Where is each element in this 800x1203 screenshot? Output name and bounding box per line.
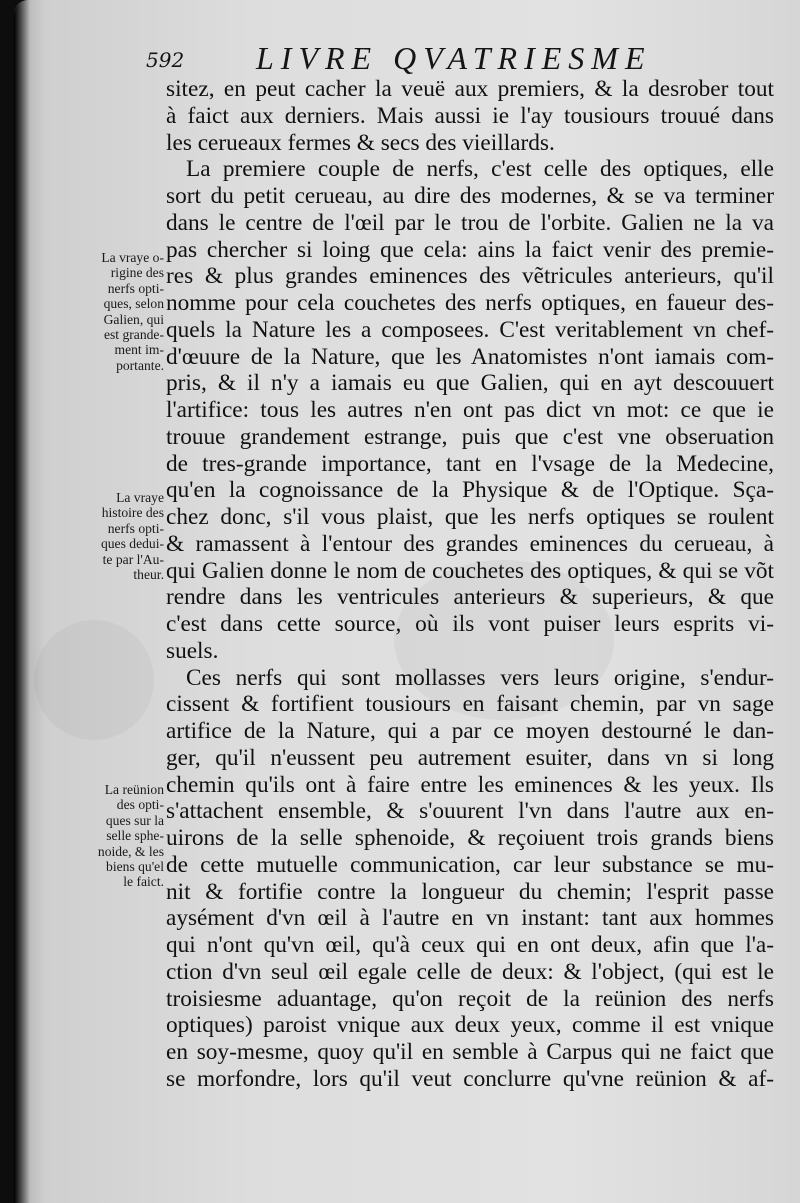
text-line: ger, qu'il n'eussent peu autrement esuiter, dans vn si long bbox=[166, 744, 774, 771]
text-line: dans le centre de l'œil par le trou de l'orbite. Galien ne la va bbox=[166, 209, 774, 236]
text-line: chez donc, s'il vous plaist, que les nerfs optiques se roulent bbox=[166, 504, 774, 530]
text-line: La premiere couple de nerfs, c'est celle des optiques, elle bbox=[186, 156, 774, 183]
text-line: se morfondre, lors qu'il veut conclurre qu'vne reünion & af- bbox=[166, 1065, 774, 1092]
text-line: ction d'vn seul œil egale celle de deux: & l'object, (qui est le bbox=[166, 958, 774, 985]
margin-note-line: noide, & les bbox=[97, 843, 164, 859]
margin-note-line: rigine des bbox=[110, 265, 164, 281]
text-line: chemin qu'ils ont à faire entre les eminences & les yeux. Ils bbox=[166, 771, 774, 798]
page-number: 592 bbox=[146, 48, 185, 72]
text-line: res & plus grandes eminences des vẽtricules anterieurs, qu'il bbox=[166, 263, 774, 290]
margin-note-reunion bbox=[58, 782, 164, 890]
margin-note-line: ques sur la bbox=[105, 812, 164, 828]
text-line: rendre dans les ventricules anterieurs & superieurs, & que bbox=[166, 584, 774, 611]
margin-note-line: Galien, qui bbox=[103, 311, 164, 327]
text-line: cissent & fortifient tousiours en faisant chemin, par vn sage bbox=[166, 691, 774, 718]
text-line: trouue grandement estrange, puis que c'est vne obseruation bbox=[166, 423, 774, 450]
text-line: de tres-grande importance, tant en l'vsage de la Medecine, bbox=[166, 450, 774, 477]
margin-note-line: ques, selon bbox=[103, 296, 164, 312]
margin-note-line: histoire des bbox=[101, 505, 164, 521]
text-line: aysément d'vn œil à l'autre en vn instant: tant aux hommes bbox=[166, 905, 774, 932]
text-line: en soy-mesme, quoy qu'il en semble à Carpus qui ne faict que bbox=[166, 1039, 774, 1065]
margin-note-line: nerfs opti- bbox=[107, 280, 164, 296]
margin-note-line: ques dedui- bbox=[100, 536, 164, 552]
margin-note-line: selle sphe- bbox=[106, 828, 164, 844]
text-line: c'est dans cette source, où ils vont puiser leurs esprits vi- bbox=[166, 611, 774, 637]
text-line: uirons de la selle sphenoide, & reçoiuent trois grands biens bbox=[166, 825, 774, 851]
page-header bbox=[146, 38, 786, 78]
text-line: quels la Nature les a composees. C'est veritablement vn chef- bbox=[166, 316, 774, 343]
text-line: d'œuure de la Nature, que les Anatomistes n'ont iamais com- bbox=[166, 343, 774, 370]
margin-note-line: portante. bbox=[116, 357, 164, 373]
margin-note-line: te par l'Au- bbox=[102, 551, 164, 567]
text-line: nomme pour cela couchetes des nerfs optiques, en faueur des- bbox=[166, 290, 774, 316]
margin-note-line: nerfs opti- bbox=[107, 520, 164, 536]
text-line: sort du petit cerueau, au dire des modernes, & se va terminer bbox=[166, 183, 774, 209]
body-text bbox=[166, 76, 774, 1093]
margin-note-line: des opti- bbox=[116, 797, 164, 813]
margin-note-line: theur. bbox=[133, 566, 164, 582]
text-line: l'artifice: tous les autres n'en ont pas dict vn mot: ce que ie bbox=[166, 397, 774, 423]
margin-note-line: biens qu'el bbox=[106, 858, 164, 874]
text-line: sitez, en peut cacher la veuë aux premiers, & la desrober tout bbox=[166, 76, 774, 102]
text-line: qui Galien donne le nom de couchetes des optiques, & qui se võt bbox=[166, 557, 774, 584]
paper-stain bbox=[34, 620, 154, 740]
book-page bbox=[14, 0, 800, 1203]
margin-note-line: La vraye bbox=[116, 490, 164, 505]
text-line: qu'en la cognoissance de la Physique & de l'Optique. Sça- bbox=[166, 477, 774, 504]
text-line: optiques) paroist vnique aux deux yeux, comme il est vnique bbox=[166, 1012, 774, 1039]
text-line: & ramassent à l'entour des grandes eminences du cerueau, à bbox=[166, 530, 774, 557]
text-line: qui n'ont qu'vn œil, qu'à ceux qui en ont deux, afin que l'a- bbox=[166, 932, 774, 958]
text-line: pris, & il n'y a iamais eu que Galien, qui en ayt descouuert bbox=[166, 370, 774, 397]
text-line: Ces nerfs qui sont mollasses vers leurs origine, s'endur- bbox=[186, 664, 774, 691]
text-line: à faict aux derniers. Mais aussi ie l'ay tousiours trouué dans bbox=[166, 102, 774, 129]
margin-note-line: est grande- bbox=[103, 326, 164, 342]
text-line: troisiesme aduantage, qu'on reçoit de la reünion des nerfs bbox=[166, 985, 774, 1012]
text-line: de cette mutuelle communication, car leur substance se mu- bbox=[166, 851, 774, 878]
text-line: nit & fortifie contre la longueur du chemin; l'esprit passe bbox=[166, 878, 774, 905]
gutter-shadow bbox=[14, 0, 30, 1203]
margin-note-histoire bbox=[58, 490, 164, 582]
text-line: les cerueaux fermes & secs des vieillards. bbox=[166, 129, 555, 156]
text-line: suels. bbox=[166, 637, 219, 664]
margin-note-line: ment im- bbox=[114, 342, 164, 358]
text-line: pas chercher si loing que cela: ains la faict venir des premie- bbox=[166, 236, 774, 263]
running-title: LIVRE QVATRIESME bbox=[256, 40, 652, 76]
margin-note-line: La vraye o- bbox=[101, 250, 164, 265]
margin-note-line: le faict. bbox=[123, 874, 164, 890]
text-line: s'attachent ensemble, & s'ouurent l'vn dans l'autre aux en- bbox=[166, 798, 774, 825]
text-line: artifice de la Nature, qui a par ce moyen destourné le dan- bbox=[166, 718, 774, 744]
margin-note-line: La reünion bbox=[104, 782, 164, 797]
margin-note-origine bbox=[58, 250, 164, 373]
